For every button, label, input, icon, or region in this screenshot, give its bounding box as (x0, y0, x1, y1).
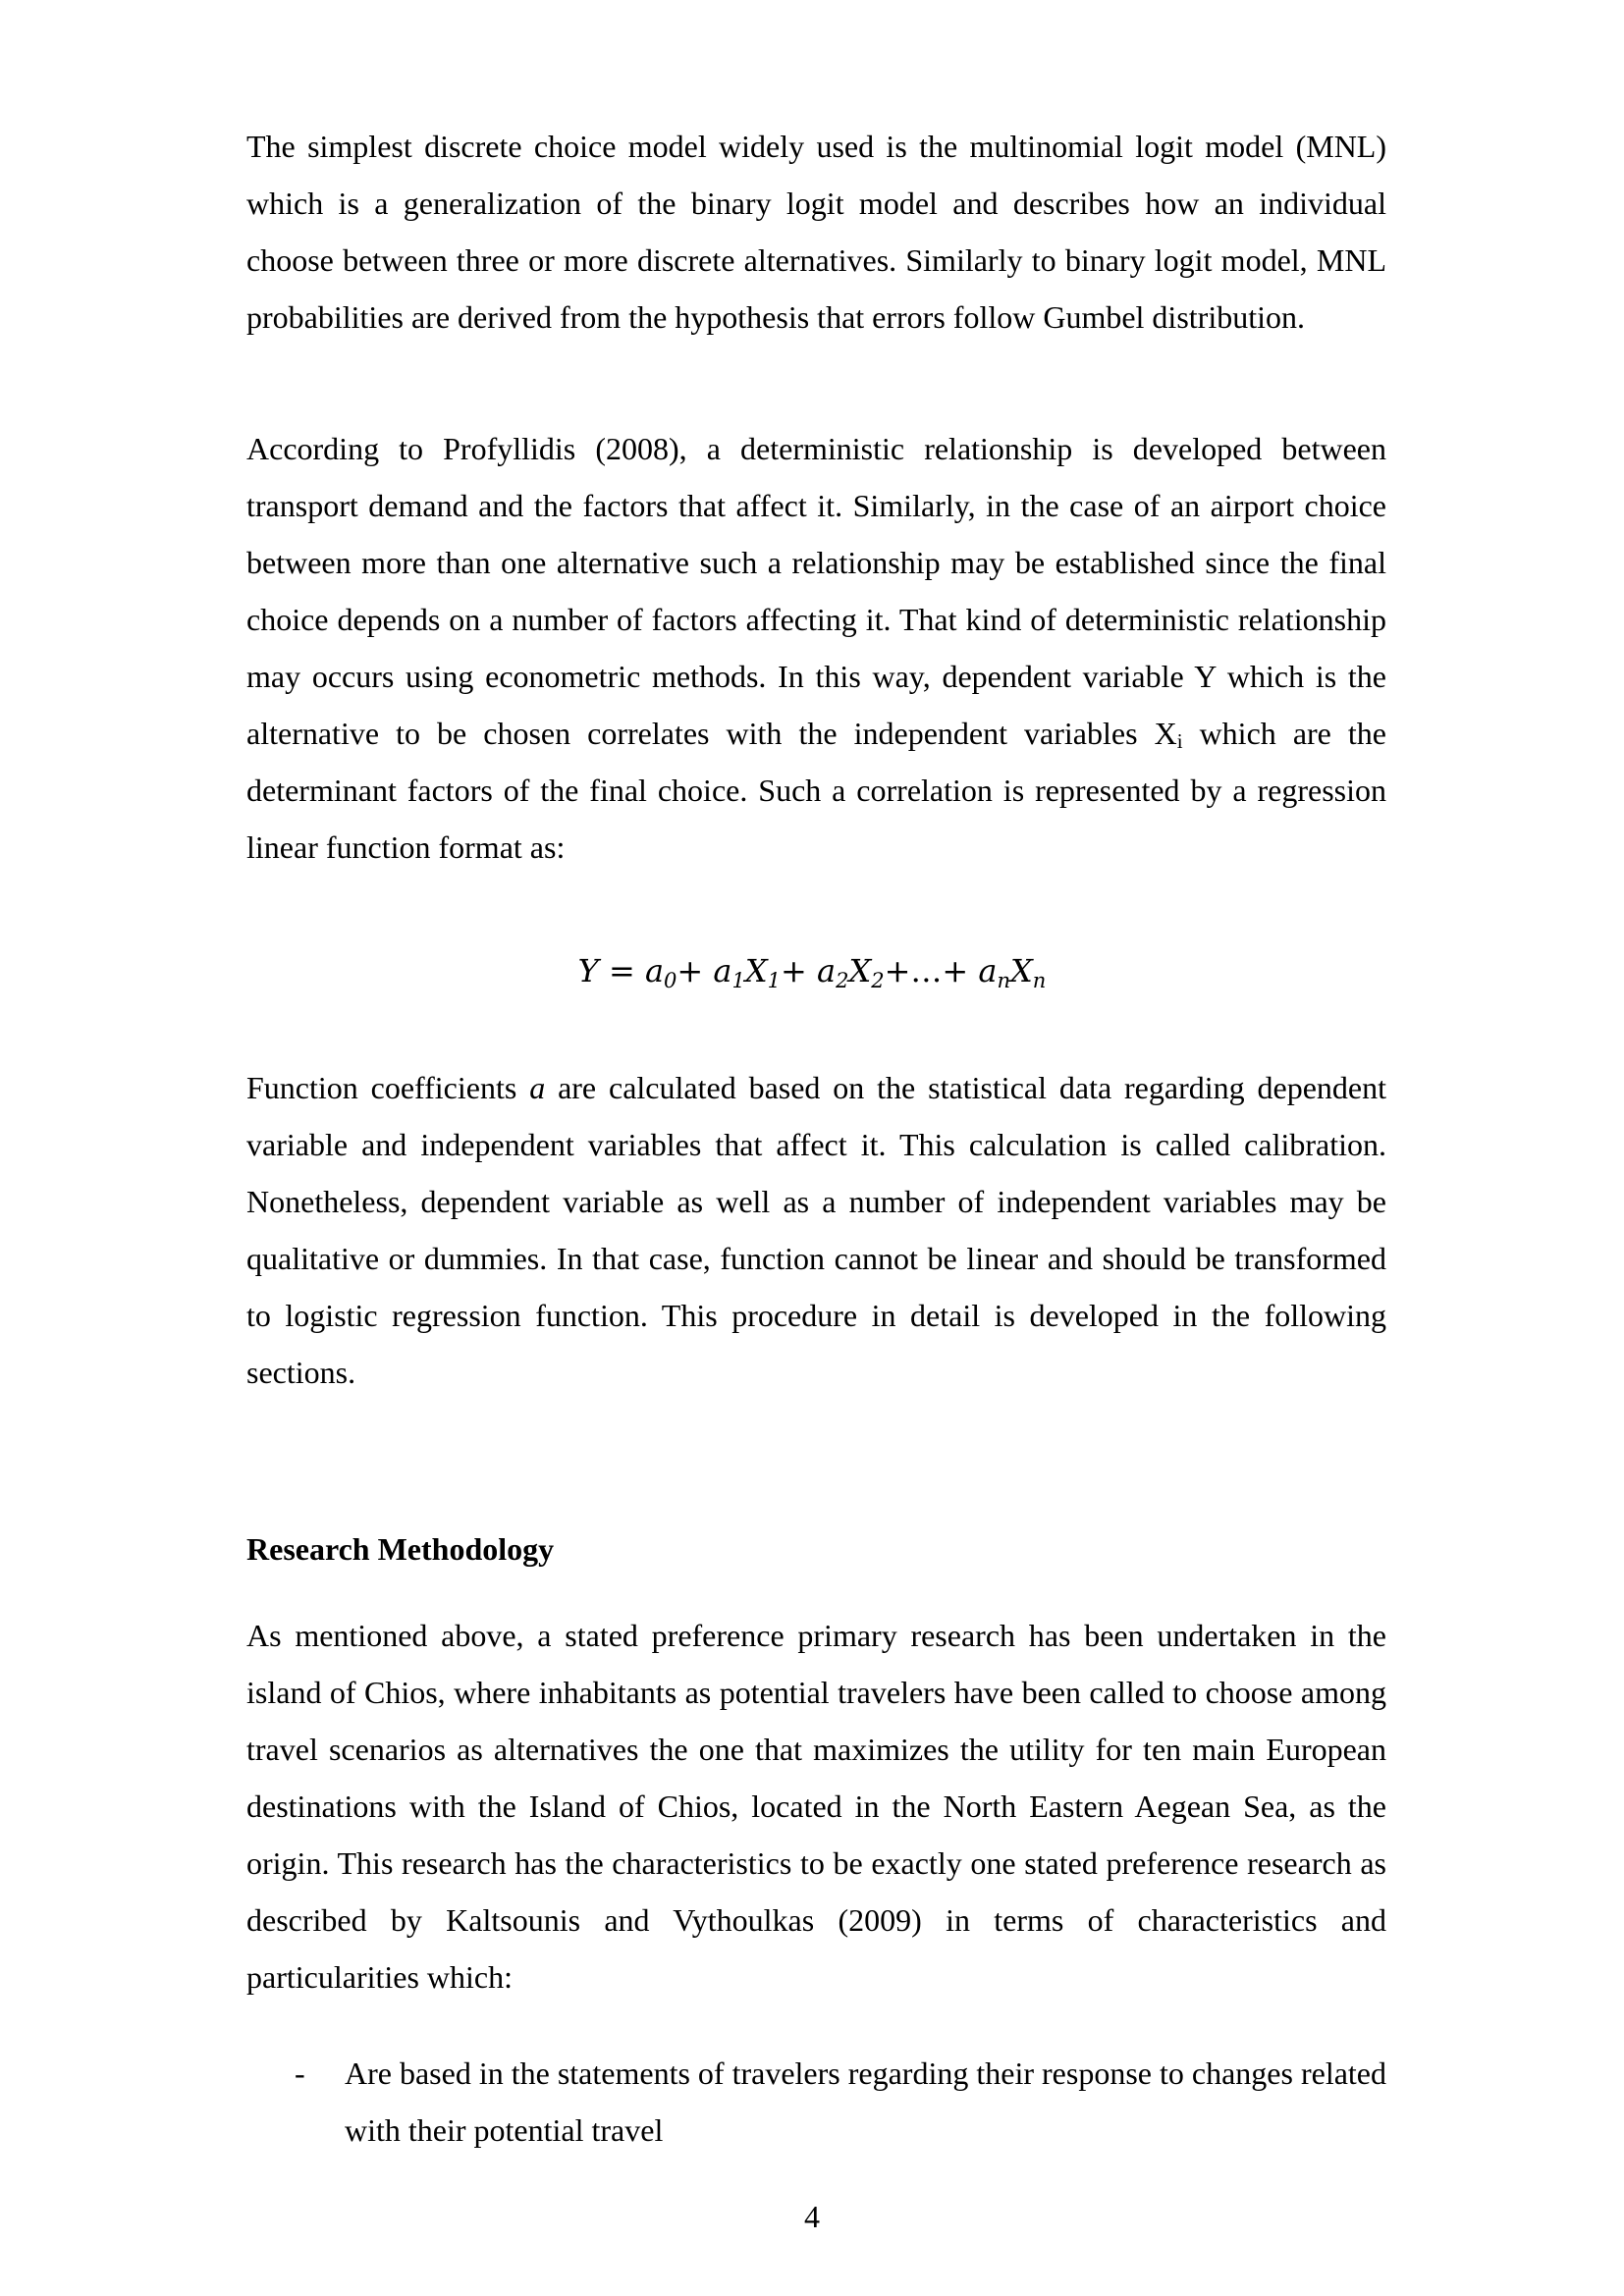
italic-coefficient-a: a (529, 1070, 546, 1105)
list-item-text: Are based in the statements of travelers regarding their response to changes related with their potential travel (345, 2056, 1386, 2148)
coef-a0: a (644, 952, 665, 989)
list-bullet: - (295, 2056, 305, 2091)
coef-a0-sub: 0 (664, 969, 677, 992)
equation-term-0 (644, 952, 677, 992)
coef-an-sub: n (997, 969, 1010, 992)
equation-plus-1: + (677, 952, 704, 989)
paragraph-mnl-intro (246, 118, 1386, 346)
var-xn: X (1010, 952, 1033, 989)
equation-term-n (978, 952, 1047, 992)
coef-a2-sub: 2 (836, 969, 849, 992)
coef-a2: a (816, 952, 837, 989)
equation-plus-4: + (942, 952, 969, 989)
coef-a1: a (713, 952, 732, 989)
paragraph-research-text: As mentioned above, a stated preference primary research has been undertaken in the island of Chios, where inhabitants as potential travelers have been called to choose among travel scenarios as alternatives the one that maximizes the utility for ten main European destinations with the Island of Chios, located in the North Eastern Aegean Sea, as the origin. This research has the characteristics to be exactly one stated preference research as described by Kaltsounis and Vythoulkas (2009) in terms of characteristics and particularities which: (246, 1618, 1386, 1995)
equation-equals: = (608, 952, 635, 989)
paragraph-deterministic-text-a: According to Profyllidis (2008), a deterministic relationship is developed between transport demand and the factors that affect it. Similarly, in the case of an airport choice between more than one alternative such a relationship may be established since the final choice depends on a number of factors affecting it. That kind of deterministic relationship may occurs using econometric methods. In this way, dependent variable Y which is the alternative to be chosen correlates with the independent variables X (246, 431, 1386, 751)
equation-term-1 (713, 952, 781, 992)
coef-a1-sub: 1 (731, 969, 745, 992)
paragraph-mnl-intro-text: The simplest discrete choice model widely used is the multinomial logit model (MNL) which is a generalization of the binary logit model and describes how an individual choose between three or more discrete alternatives. Similarly to binary logit model, MNL probabilities are derived from the hypothesis that errors follow Gumbel distribution. (246, 129, 1386, 335)
paragraph-coefficients-text-a: Function coefficients (246, 1070, 530, 1105)
paragraph-deterministic-relationship (246, 420, 1386, 876)
coef-an: a (978, 952, 998, 989)
equation-plus-3: + (884, 952, 911, 989)
subscript-i: i (1176, 729, 1183, 753)
section-heading-research-methodology: Research Methodology (246, 1531, 555, 1567)
var-x1-sub: 1 (767, 969, 781, 992)
var-x2: X (848, 952, 872, 989)
var-xn-sub: n (1032, 969, 1047, 992)
paragraph-deterministic-text-b: which are the determinant factors of the final choice. Such a correlation is represented by a regression linear function format as: (246, 716, 1387, 865)
paragraph-coefficients-text-b: are calculated based on the statistical data regarding dependent variable and independent variables that affect it. This calculation is called calibration. Nonetheless, dependent variable as well as a number of independent variables may be qualitative or dummies. In that case, function cannot be linear and should be transformed to logistic regression function. This procedure in detail is developed in the following sections. (246, 1070, 1387, 1390)
equation-term-2 (816, 952, 885, 992)
paragraph-function-coefficients (246, 1059, 1386, 1401)
var-x2-sub: 2 (871, 969, 885, 992)
equation-plus-2: + (781, 952, 807, 989)
regression-equation (0, 946, 1624, 995)
page-number: 4 (804, 2199, 820, 2234)
equation-lhs: Y (577, 952, 599, 989)
var-x1: X (744, 952, 768, 989)
paragraph-research-description (246, 1607, 1386, 2005)
equation-ellipsis: … (910, 952, 943, 989)
